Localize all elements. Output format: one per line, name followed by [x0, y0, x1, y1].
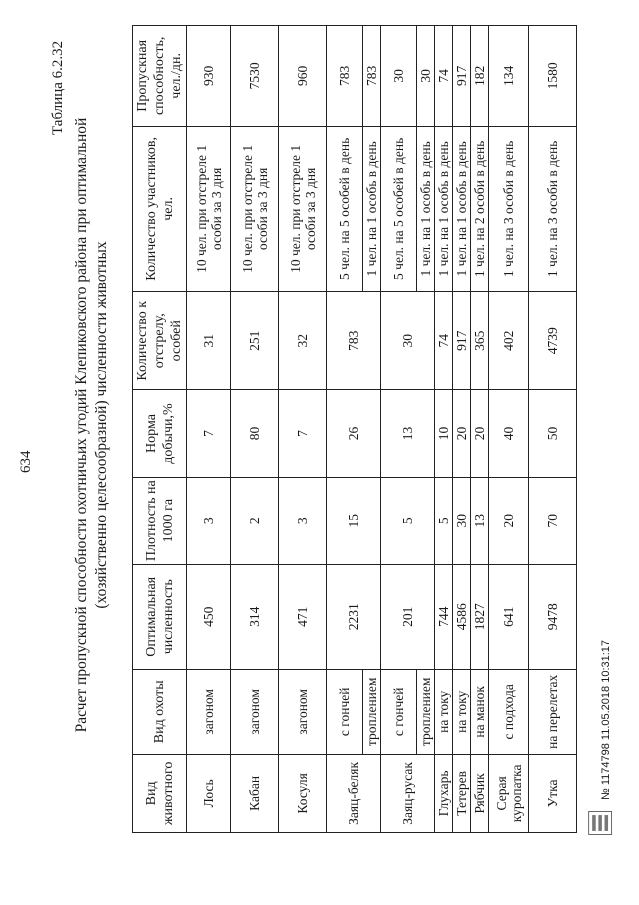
cell-density: 2 — [231, 477, 279, 564]
cell-capacity: 30 — [381, 26, 417, 127]
header-optimal: Оптимальная численность — [133, 564, 187, 669]
cell-quota: 365 — [471, 292, 489, 390]
cell-quota: 402 — [489, 292, 529, 390]
cell-norm: 10 — [435, 390, 453, 477]
cell-norm: 13 — [381, 390, 435, 477]
table-row — [381, 26, 417, 833]
header-quota: Количество к отстрелу, особей — [133, 292, 187, 390]
cell-hunt: с подхода — [489, 669, 529, 754]
cell-density: 30 — [453, 477, 471, 564]
cell-capacity: 30 — [417, 26, 435, 127]
table-row — [529, 26, 577, 833]
cell-animal: Заяц-беляк — [327, 754, 381, 832]
cell-animal: Лось — [187, 754, 231, 832]
cell-capacity: 7530 — [231, 26, 279, 127]
registration-number: № 1174798 11.05.2018 10:31:17 — [600, 639, 612, 800]
cell-optimal: 4586 — [453, 564, 471, 669]
cell-quota: 31 — [187, 292, 231, 390]
cell-norm: 20 — [453, 390, 471, 477]
cell-optimal: 450 — [187, 564, 231, 669]
table-title — [72, 65, 112, 785]
cell-participants: 1 чел. на 2 особи в день — [471, 126, 489, 291]
cell-participants: 10 чел. при отстреле 1 особи за 3 дня — [187, 126, 231, 291]
cell-density: 3 — [279, 477, 327, 564]
cell-hunt: загоном — [187, 669, 231, 754]
cell-density: 5 — [381, 477, 435, 564]
cell-hunt: загоном — [231, 669, 279, 754]
title-line-2: (хозяйственно целесообразной) численности животных — [93, 241, 110, 609]
cell-capacity: 783 — [327, 26, 363, 127]
cell-participants: 5 чел. на 5 особей в день — [381, 126, 417, 291]
table-row — [453, 26, 471, 833]
cell-participants: 1 чел. на 1 особь в день — [363, 126, 381, 291]
cell-optimal: 9478 — [529, 564, 577, 669]
table-row — [327, 26, 363, 833]
table-row — [231, 26, 279, 833]
cell-norm: 20 — [471, 390, 489, 477]
registry-stamp-icon — [586, 806, 616, 840]
header-participants: Количество участников, чел. — [133, 126, 187, 291]
cell-norm: 7 — [279, 390, 327, 477]
cell-participants: 1 чел. на 1 особь в день — [453, 126, 471, 291]
cell-participants: 10 чел. при отстреле 1 особи за 3 дня — [279, 126, 327, 291]
header-row — [133, 26, 187, 833]
header-norm: Норма добычи,% — [133, 390, 187, 477]
cell-animal: Заяц-русак — [381, 754, 435, 832]
cell-quota: 783 — [327, 292, 381, 390]
cell-participants: 1 чел. на 3 особи в день — [489, 126, 529, 291]
cell-animal: Рябчик — [471, 754, 489, 832]
cell-animal: Глухарь — [435, 754, 453, 832]
cell-capacity: 1580 — [529, 26, 577, 127]
cell-optimal: 1827 — [471, 564, 489, 669]
cell-capacity: 930 — [187, 26, 231, 127]
cell-participants: 10 чел. при отстреле 1 особи за 3 дня — [231, 126, 279, 291]
cell-hunt: с гончей — [381, 669, 417, 754]
table-row — [489, 26, 529, 833]
cell-capacity: 182 — [471, 26, 489, 127]
title-line-1: Расчет пропускной способности охотничьих угодий Клепиковского района при оптимальной — [73, 117, 90, 733]
cell-capacity: 917 — [453, 26, 471, 127]
cell-hunt: на перелетах — [529, 669, 577, 754]
cell-norm: 50 — [529, 390, 577, 477]
cell-hunt: на току — [453, 669, 471, 754]
page-number: 634 — [18, 450, 34, 473]
cell-density: 20 — [489, 477, 529, 564]
cell-optimal: 471 — [279, 564, 327, 669]
cell-optimal: 201 — [381, 564, 435, 669]
table-row — [471, 26, 489, 833]
cell-quota: 32 — [279, 292, 327, 390]
header-capacity: Пропускная способность, чел./дн. — [133, 26, 187, 127]
cell-optimal: 2231 — [327, 564, 381, 669]
cell-quota: 4739 — [529, 292, 577, 390]
cell-hunt: загоном — [279, 669, 327, 754]
cell-animal: Кабан — [231, 754, 279, 832]
capacity-table — [132, 25, 577, 833]
table-label: Таблица 6.2.32 — [50, 40, 66, 135]
cell-animal: Косуля — [279, 754, 327, 832]
cell-capacity: 134 — [489, 26, 529, 127]
cell-density: 15 — [327, 477, 381, 564]
header-hunt-type: Вид охоты — [133, 669, 187, 754]
cell-participants: 5 чел. на 5 особей в день — [327, 126, 363, 291]
cell-participants: 1 чел. на 1 особь в день — [417, 126, 435, 291]
cell-optimal: 641 — [489, 564, 529, 669]
header-animal: Вид животного — [133, 754, 187, 832]
cell-optimal: 744 — [435, 564, 453, 669]
cell-hunt: на току — [435, 669, 453, 754]
cell-optimal: 314 — [231, 564, 279, 669]
cell-quota: 74 — [435, 292, 453, 390]
cell-norm: 26 — [327, 390, 381, 477]
cell-norm: 80 — [231, 390, 279, 477]
cell-hunt: с гончей — [327, 669, 363, 754]
cell-participants: 1 чел. на 3 особи в день — [529, 126, 577, 291]
cell-density: 3 — [187, 477, 231, 564]
cell-quota: 917 — [453, 292, 471, 390]
cell-density: 70 — [529, 477, 577, 564]
cell-capacity: 960 — [279, 26, 327, 127]
header-density: Плотность на 1000 га — [133, 477, 187, 564]
cell-hunt: троплением — [363, 669, 381, 754]
cell-animal: Утка — [529, 754, 577, 832]
cell-capacity: 74 — [435, 26, 453, 127]
table-row — [187, 26, 231, 833]
table-row — [279, 26, 327, 833]
cell-density: 5 — [435, 477, 453, 564]
cell-capacity: 783 — [363, 26, 381, 127]
cell-hunt: троплением — [417, 669, 435, 754]
cell-animal: Серая куропатка — [489, 754, 529, 832]
cell-hunt: на манок — [471, 669, 489, 754]
table-row — [435, 26, 453, 833]
cell-norm: 40 — [489, 390, 529, 477]
cell-density: 13 — [471, 477, 489, 564]
cell-norm: 7 — [187, 390, 231, 477]
cell-quota: 251 — [231, 292, 279, 390]
cell-participants: 1 чел. на 1 особь в день — [435, 126, 453, 291]
cell-quota: 30 — [381, 292, 435, 390]
cell-animal: Тетерев — [453, 754, 471, 832]
